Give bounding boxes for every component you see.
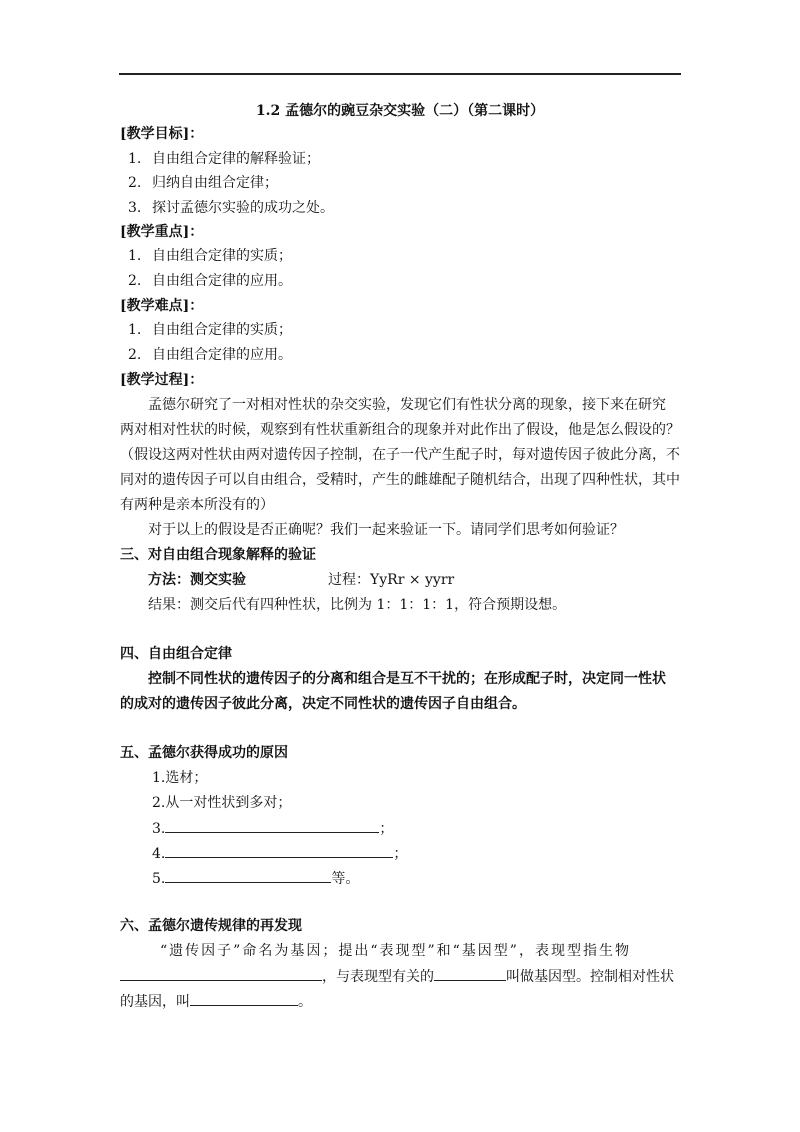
list-item	[128, 198, 334, 218]
reason-item	[152, 818, 393, 839]
list-item-num: 2.	[128, 273, 142, 289]
list-item-text: 自由组合定律的实质；	[152, 248, 292, 264]
reason-item: 2.从一对性状到多对；	[152, 795, 292, 811]
list-item-num: 2.	[128, 175, 142, 191]
section6-heading: 六、孟德尔遗传规律的再发现	[120, 918, 302, 934]
list-item-text: 自由组合定律的应用。	[152, 347, 292, 363]
list-item-num: 1.	[128, 151, 142, 167]
fill-blank[interactable]	[165, 868, 331, 883]
list-item-text: 自由组合定律的实质；	[152, 322, 292, 338]
fill-blank[interactable]	[165, 843, 393, 858]
list-item-text: 自由组合定律的解释验证；	[152, 151, 320, 167]
law-line: 的成对的遗传因子彼此分离，决定不同性状的遗传因子自由组合。	[120, 696, 526, 712]
list-item	[128, 173, 278, 193]
page-title: 1.2 孟德尔的豌豆杂交实验（二）（第二课时）	[255, 103, 545, 119]
rediscovery-end: 叫做基因型。控制相对性状	[506, 969, 674, 985]
fill-blank[interactable]	[165, 818, 379, 833]
process-line: 有两种是亲本所没有的）	[120, 497, 274, 513]
reason-num: 4.	[152, 846, 166, 862]
reason-num: 5.	[152, 871, 166, 887]
rediscovery-line	[120, 966, 674, 987]
result-text: 结果：测交后代有四种性状，比例为 1：1：1：1，符合预期设想。	[148, 597, 567, 613]
reason-item: 1.选材；	[152, 770, 208, 786]
rediscovery-end: 。	[298, 994, 312, 1010]
process-line: 对于以上的假设是否正确呢？我们一起来验证一下。请同学们思考如何验证？	[148, 522, 624, 538]
objectives-heading: [教学目标]：	[120, 126, 204, 142]
list-item-text: 探讨孟德尔实验的成功之处。	[152, 200, 334, 216]
process-line: （假设这两对性状由两对遗传因子控制，在子一代产生配子时，每对遗传因子彼此分离，不	[120, 447, 680, 463]
process-line: 孟德尔研究了一对相对性状的杂交实验，发现它们有性状分离的现象，接下来在研究	[148, 397, 666, 413]
list-item	[128, 149, 320, 169]
fill-blank[interactable]	[190, 991, 298, 1006]
list-item-num: 1.	[128, 248, 142, 264]
reason-num: 3.	[152, 821, 166, 837]
fill-blank[interactable]	[120, 966, 322, 981]
reason-end: 等。	[331, 871, 360, 887]
rediscovery-line: “遗传因子”命名为基因；提出“表现型”和“基因型”，表现型指生物	[160, 943, 631, 959]
section3-heading: 三、对自由组合现象解释的验证	[120, 547, 316, 563]
list-item-num: 1.	[128, 322, 142, 338]
list-item	[128, 246, 292, 266]
reason-end: ；	[379, 821, 394, 837]
process-line: 同对的遗传因子可以自由组合，受精时，产生的雌雄配子随机结合，出现了四种性状，其中	[120, 472, 680, 488]
list-item-text: 归纳自由组合定律；	[152, 175, 278, 191]
process-line: 两对相对性状的时候，观察到有性状重新组合的现象并对此作出了假设，他是怎么假设的？	[120, 422, 680, 438]
list-item-num: 2.	[128, 347, 142, 363]
rediscovery-mid: ，与表现型有关的	[322, 969, 434, 985]
list-item	[128, 320, 292, 340]
section5-heading: 五、孟德尔获得成功的原因	[120, 745, 288, 761]
law-line: 控制不同性状的遗传因子的分离和组合是互不干扰的；在形成配子时，决定同一性状	[148, 671, 666, 687]
section4-heading: 四、自由组合定律	[120, 646, 232, 662]
reason-item	[152, 843, 407, 864]
reason-end: ；	[393, 846, 408, 862]
process-text: 过程：YyRr × yyrr	[328, 572, 455, 588]
list-item-num: 3.	[128, 200, 142, 216]
list-item	[128, 271, 292, 291]
rediscovery-line	[120, 991, 312, 1012]
list-item	[128, 345, 292, 365]
key-points-heading: [教学重点]：	[120, 224, 204, 240]
fill-blank[interactable]	[434, 966, 506, 981]
header-rule	[119, 73, 681, 75]
process-heading: [教学过程]：	[120, 372, 204, 388]
list-item-text: 自由组合定律的应用。	[152, 273, 292, 289]
rediscovery-start: 的基因，叫	[120, 994, 190, 1010]
reason-item	[152, 868, 359, 889]
difficulties-heading: [教学难点]：	[120, 298, 204, 314]
method-label: 方法：测交实验	[148, 572, 246, 588]
